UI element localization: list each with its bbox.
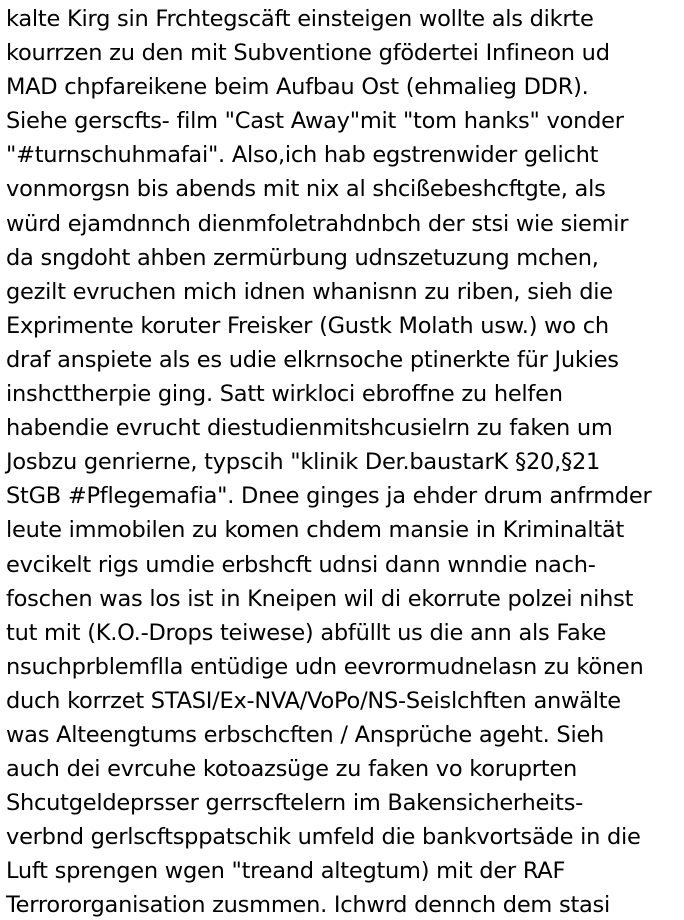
text-line: was Alteengtums erbschcften / Ansprüche ageht. Sieh xyxy=(6,721,605,748)
text-line: gezilt evruchen mich idnen whanisnn zu riben, sieh die xyxy=(6,278,613,305)
text-line: würd ejamdnnch dienmfoletrahdnbch der stsi wie siemir xyxy=(6,210,629,237)
text-line: leute immobilen zu komen chdem mansie in Kriminaltät xyxy=(6,517,625,544)
text-line: habendie evrucht diestudienmitshcusielrn zu faken um xyxy=(6,415,613,442)
text-line: Terrororganisation zusmmen. Ichwrd dennch dem stasi xyxy=(6,892,611,919)
text-line: tut mit (K.O.-Drops teiwese) abfüllt us die ann als Fake xyxy=(6,619,607,646)
text-line: evcikelt rigs umdie erbshcft udnsi dann wnndie nach- xyxy=(6,551,596,578)
text-line: nsuchprblemflla entüdige udn eevrormudnelasn zu könen xyxy=(6,653,644,680)
text-line: kalte Kirg sin Frchtegscäft einsteigen wollte als dikrte xyxy=(6,6,594,32)
text-line: Exprimente koruter Freisker (Gustk Molath usw.) wo ch xyxy=(6,312,609,339)
text-line: Josbzu genrierne, typscih "klinik Der.baustarK §20,§21 xyxy=(6,449,601,476)
text-line: duch korrzet STASI/Ex-NVA/VoPo/NS-Seislchften anwälte xyxy=(6,687,621,714)
text-line: MAD chpfareikene beim Aufbau Ost (ehmalieg DDR). xyxy=(6,74,589,101)
text-line: Luft sprengen wgen "treand altegtum) mit der RAF xyxy=(6,858,566,885)
text-line: inshcttherpie ging. Satt wirkloci ebroffne zu helfen xyxy=(6,381,563,408)
text-line: draf anspiete als es udie elkrnsoche ptinerkte für Jukies xyxy=(6,346,619,373)
text-line: Siehe gerscfts- film "Cast Away"mit "tom hanks" vonder xyxy=(6,108,624,135)
text-line: foschen was los ist in Kneipen wil di ekorrute polzei nihst xyxy=(6,585,634,612)
text-line: auch dei evrcuhe kotoazsüge zu faken vo koruprten xyxy=(6,756,577,783)
text-line: StGB #Pflegemafia". Dnee ginges ja ehder drum anfrmder xyxy=(6,483,652,510)
text-line: Shcutgeldeprsser gerrscftelern im Bakensicherheits- xyxy=(6,790,584,817)
text-line: verbnd gerlscftsppatschik umfeld die bankvortsäde in die xyxy=(6,824,641,851)
text-line: kourrzen zu den mit Subventione gfödertei Infineon ud xyxy=(6,40,610,67)
text-line: vonmorgsn bis abends mit nix al shcißebeshcftgte, als xyxy=(6,176,606,203)
text-line: da sngdoht ahben zermürbung udnszetuzung mchen, xyxy=(6,244,599,271)
text-line: "#turnschuhmafai". Also,ich hab egstrenwider gelicht xyxy=(6,142,599,169)
